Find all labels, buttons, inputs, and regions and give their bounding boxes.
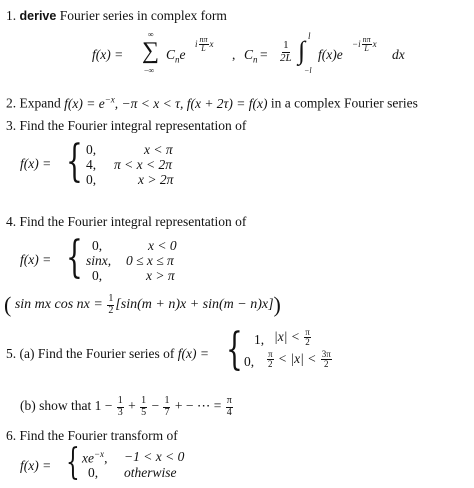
- term-3: $\frac{1}{7}$: [164, 395, 170, 418]
- problem-3-row-3-cond: x > 2π: [138, 172, 174, 187]
- problem-5-brace: {: [226, 324, 243, 375]
- problem-4-brace: {: [66, 232, 83, 283]
- problem-5-row-2-cond: $\frac{\pi}{2}$ < |x| < $\frac{3\pi}{2}$: [268, 349, 331, 370]
- formula-separator: ,: [232, 47, 236, 62]
- integral-dx: dx: [392, 47, 405, 62]
- problem-3-row-3-value: 0,: [86, 172, 97, 187]
- problem-2-math: $f(x) = e^{-x}$, −π < x < τ, f(x + 2τ) = f(x): [64, 94, 268, 111]
- integral-sign: ∫: [298, 36, 306, 65]
- problem-6-row-2-cond: otherwise: [124, 465, 177, 480]
- problem-4-heading: [6, 214, 246, 230]
- sum-lower-limit: −∞: [144, 66, 155, 75]
- problem-2-number: 2.: [6, 95, 17, 111]
- problem-4-text: Find the Fourier integral representation of: [19, 214, 247, 229]
- problem-6-row-2-value: 0,: [88, 465, 99, 480]
- problem-3-row-1-cond: x < π: [144, 142, 173, 157]
- integrand-exponent: −i $\frac{n\pi}{L}$ x: [352, 35, 377, 54]
- problem-6-piecewise: [20, 442, 280, 484]
- integral-lower-limit: −l: [304, 66, 312, 75]
- problem-3-row-2-value: 4,: [86, 157, 97, 172]
- problem-5-piecewise: [226, 326, 366, 376]
- minus-1: −: [148, 398, 163, 414]
- problem-3-piecewise: [20, 136, 270, 190]
- problem-1-title: Fourier series in complex form: [59, 8, 227, 23]
- part-b-text: (b) show that 1 −: [20, 398, 116, 414]
- problem-3-row-2-cond: π < x < 2π: [114, 157, 172, 172]
- series-result: $\frac{\pi}{4}$: [226, 395, 232, 418]
- problem-6-text: Find the Fourier transform of: [19, 428, 178, 443]
- series-term: $C_ne$: [166, 47, 186, 65]
- problem-5-row-2-value: 0,: [244, 354, 255, 369]
- series-lhs: f(x) =: [92, 47, 124, 62]
- integral-upper-limit: l: [308, 31, 311, 41]
- problem-3-number: 3.: [6, 118, 17, 133]
- problem-5-part-b: [20, 396, 234, 418]
- problem-4-row-3-value: 0,: [92, 268, 103, 283]
- term-1: $\frac{1}{3}$: [117, 395, 123, 418]
- problem-1-heading: [6, 8, 227, 24]
- problem-4-number: 4.: [6, 214, 17, 229]
- problem-4-row-2-value: sinx,: [86, 253, 112, 268]
- problem-3-heading: [6, 118, 246, 134]
- problem-4-row-3-cond: x > π: [146, 268, 175, 283]
- problem-4-lhs: f(x) =: [20, 252, 52, 267]
- hint-identity: [4, 292, 281, 318]
- problem-6-row-1-cond: −1 < x < 0: [124, 449, 185, 464]
- problem-4-row-1-cond: x < 0: [148, 238, 177, 253]
- coef-equals: =: [260, 47, 268, 62]
- problem-5-part-a-text: (a) Find the Fourier series of: [19, 346, 178, 361]
- hint-close-paren: ): [273, 292, 281, 317]
- problem-5-row-1-value: 1,: [254, 332, 265, 347]
- hint-lhs: sin mx cos nx =: [11, 297, 107, 312]
- problem-1-keyword: derive: [19, 9, 57, 23]
- problem-5-number: 5.: [6, 346, 17, 361]
- hint-open-paren: (: [4, 292, 12, 317]
- problem-6-number: 6.: [6, 428, 17, 443]
- problem-3-text: Find the Fourier integral representation of: [19, 118, 247, 133]
- coef-lhs: $C_n$: [244, 47, 258, 65]
- problem-6-brace: {: [66, 442, 80, 483]
- problem-2-text-post: in a complex Fourier series: [267, 95, 418, 111]
- problem-2-text-pre: Expand: [19, 95, 65, 111]
- integrand: f(x)e: [318, 47, 343, 62]
- sum-upper-limit: ∞: [148, 30, 154, 39]
- plus-1: +: [124, 398, 140, 414]
- problem-6-heading: [6, 428, 178, 444]
- hint-rhs: [sin(m + n)x + sin(m − n)x]: [115, 297, 274, 312]
- problem-6-row-1-value: $xe^{-x}$,: [82, 449, 108, 466]
- problem-3-brace: {: [66, 136, 83, 187]
- problem-6-lhs: f(x) =: [20, 458, 52, 473]
- problem-2: [6, 94, 418, 112]
- coef-fraction: $\frac{1}{2L}$: [280, 39, 292, 64]
- term-2: $\frac{1}{5}$: [141, 395, 147, 418]
- problem-4-row-2-cond: 0 ≤ x ≤ π: [126, 253, 174, 268]
- series-tail: + − ⋯ =: [171, 398, 225, 414]
- problem-4-piecewise: [20, 232, 270, 286]
- problem-3-lhs: f(x) =: [20, 156, 52, 171]
- sum-sign: ∑: [142, 38, 160, 64]
- problem-5-row-1-cond: |x| < $\frac{\pi}{2}$: [274, 327, 310, 348]
- problem-4-row-1-value: 0,: [92, 238, 103, 253]
- problem-1-coefficient-formula: [244, 30, 464, 76]
- series-exponent: i $\frac{n\pi}{L}$ x: [195, 35, 214, 54]
- problem-5-lhs: f(x) =: [177, 346, 209, 361]
- problem-3-row-1-value: 0,: [86, 142, 97, 157]
- problem-1-number: 1.: [6, 8, 17, 23]
- hint-half: $\frac{1}{2}$: [108, 293, 114, 316]
- problem-5-part-a: [6, 346, 209, 362]
